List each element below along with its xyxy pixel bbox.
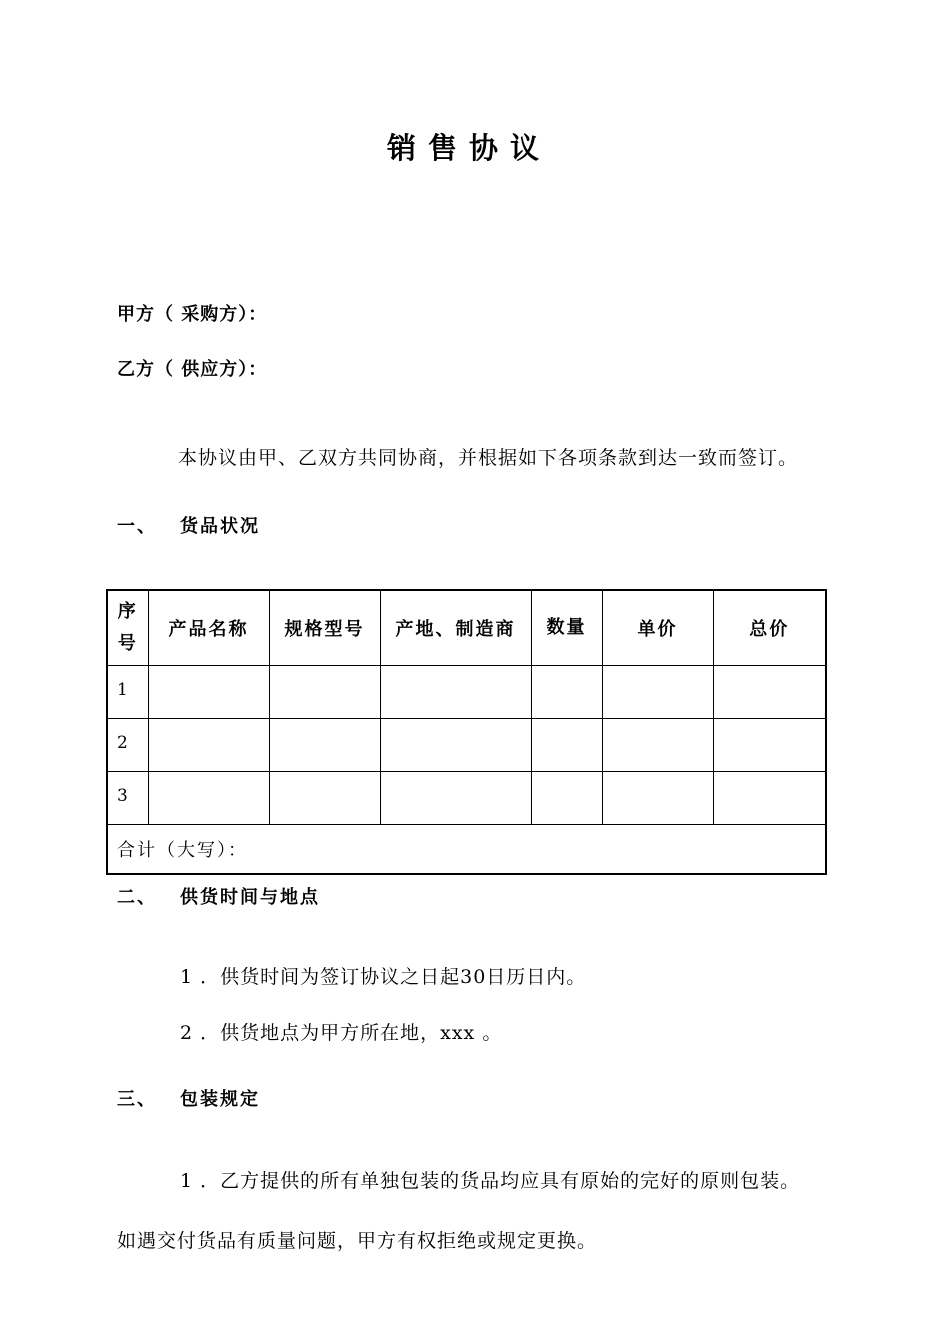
cell-total-price[interactable] [713,666,826,719]
cell-origin[interactable] [380,719,531,772]
section-title: 供货时间与地点 [180,887,320,908]
table-row [107,666,826,719]
row-index: 1 [107,666,148,719]
section-title: 货品状况 [180,516,260,537]
header-index: 序号 [107,590,148,666]
row-index: 3 [107,772,148,825]
cell-quantity[interactable] [531,666,602,719]
cell-unit-price[interactable] [602,666,713,719]
total-amount-label: 合计（大写）： [107,825,826,875]
header-product-name: 产品名称 [148,590,269,666]
cell-quantity[interactable] [531,719,602,772]
cell-product-name[interactable] [148,719,269,772]
party-b-label: 乙方（ 供应方）： [117,359,268,380]
delivery-location-clause: 2 ．供货地点为甲方所在地，xxx 。 [180,1022,503,1044]
section-number: 三、 [117,1089,157,1110]
header-total-price: 总价 [713,590,826,666]
table-header-row [107,590,826,666]
table-total-row [107,825,826,875]
cell-product-name[interactable] [148,666,269,719]
header-unit-price: 单价 [602,590,713,666]
cell-product-name[interactable] [148,772,269,825]
section-title: 包装规定 [180,1089,260,1110]
cell-total-price[interactable] [713,719,826,772]
document-title: 销售协议 [386,131,551,165]
cell-unit-price[interactable] [602,772,713,825]
header-quantity: 数量 [531,590,602,666]
cell-origin[interactable] [380,666,531,719]
cell-quantity[interactable] [531,772,602,825]
cell-total-price[interactable] [713,772,826,825]
header-spec-model: 规格型号 [269,590,380,666]
cell-spec-model[interactable] [269,666,380,719]
table-row [107,772,826,825]
cell-spec-model[interactable] [269,719,380,772]
delivery-time-clause: 1 ．供货时间为签订协议之日起30日历日内。 [180,966,587,988]
section-number: 二、 [117,887,157,908]
cell-spec-model[interactable] [269,772,380,825]
table-row [107,719,826,772]
section-heading-goods [117,512,260,538]
cell-origin[interactable] [380,772,531,825]
cell-unit-price[interactable] [602,719,713,772]
packaging-clause-line1: 1 ．乙方提供的所有单独包装的货品均应具有原始的完好的原则包装。 [180,1170,801,1192]
row-index: 2 [107,719,148,772]
section-heading-packaging [117,1085,260,1111]
section-heading-delivery [117,883,320,909]
intro-paragraph: 本协议由甲、乙双方共同协商，并根据如下各项条款到达一致而签订。 [178,447,799,469]
party-a-label: 甲方（ 采购方）： [117,304,268,325]
header-origin-manufacturer: 产地、制造商 [380,590,531,666]
packaging-clause-line2: 如遇交付货品有质量问题，甲方有权拒绝或规定更换。 [117,1230,598,1252]
section-number: 一、 [117,516,157,537]
goods-table [106,589,827,875]
